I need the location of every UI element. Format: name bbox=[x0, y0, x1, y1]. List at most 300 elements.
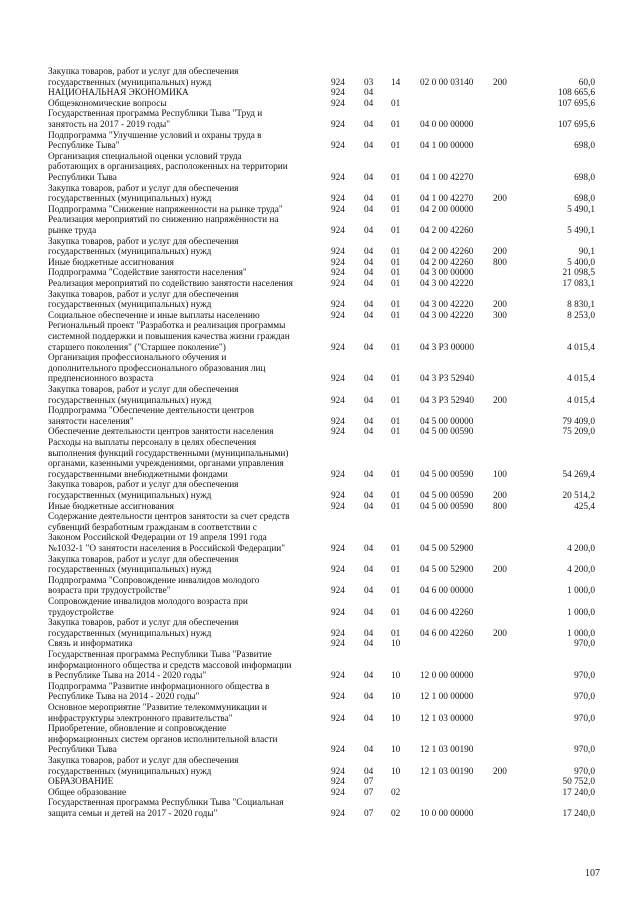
subsection-code: 01 bbox=[391, 310, 401, 321]
target-article-code: 04 1 00 42270 bbox=[420, 194, 474, 205]
amount: 1 000,0 bbox=[567, 607, 595, 618]
ministry-code: 924 bbox=[331, 88, 345, 99]
section-code: 04 bbox=[364, 374, 374, 385]
amount: 698,0 bbox=[574, 172, 595, 183]
table-row bbox=[0, 438, 640, 480]
target-article-code: 04 3 00 00000 bbox=[420, 268, 474, 279]
item-name-line: Закупка товаров, работ и услуг для обеспечения bbox=[48, 618, 239, 629]
amount: 8 253,0 bbox=[567, 310, 595, 321]
item-name bbox=[48, 99, 323, 110]
subsection-code: 01 bbox=[391, 543, 401, 554]
amount: 5 490,1 bbox=[567, 204, 595, 215]
item-name-line: Республике Тыва" bbox=[48, 141, 120, 152]
section-code: 04 bbox=[364, 395, 374, 406]
item-name-line: Подпрограмма "Снижение напряженности на рынке труда" bbox=[48, 204, 283, 215]
subsection-code: 10 bbox=[391, 766, 401, 777]
table-row bbox=[0, 427, 640, 438]
item-name bbox=[48, 184, 323, 205]
amount: 4 200,0 bbox=[567, 543, 595, 554]
section-code: 04 bbox=[364, 300, 374, 311]
item-name-line: органами, казенными учреждениями, органами управления bbox=[48, 459, 284, 470]
section-code: 04 bbox=[364, 628, 374, 639]
table-row bbox=[0, 406, 640, 427]
expense-type-code: 200 bbox=[493, 395, 507, 406]
item-name-line: выполнения функций государственными (муниципальными) bbox=[48, 448, 289, 459]
ministry-code: 924 bbox=[331, 172, 345, 183]
target-article-code: 04 3 P3 52940 bbox=[420, 395, 474, 406]
item-name-line: Приобретение, обновление и сопровождение bbox=[48, 724, 227, 735]
item-name-line: Республики Тыва bbox=[48, 745, 117, 756]
item-name-line: работающих в организациях, расположенных на территории bbox=[48, 162, 288, 173]
item-name bbox=[48, 67, 323, 88]
target-article-code: 12 1 00 00000 bbox=[420, 692, 474, 703]
ministry-code: 924 bbox=[331, 639, 345, 650]
section-code: 04 bbox=[364, 639, 374, 650]
item-name-line: занятость на 2017 - 2019 годы" bbox=[48, 119, 171, 130]
item-name-line: государственных (муниципальных) нужд bbox=[48, 247, 212, 258]
item-name-line: Сопровождение инвалидов молодого возраста при bbox=[48, 597, 248, 607]
item-name-line: информационных систем органов исполнительной власти bbox=[48, 734, 278, 745]
item-name-line: Подпрограмма "Развитие информационного общества в bbox=[48, 681, 270, 692]
subsection-code: 01 bbox=[391, 268, 401, 279]
item-name-line: Закупка товаров, работ и услуг для обеспечения bbox=[48, 385, 239, 395]
target-article-code: 04 2 00 42260 bbox=[420, 247, 474, 258]
table-row bbox=[0, 184, 640, 205]
table-row bbox=[0, 215, 640, 236]
expense-type-code: 200 bbox=[493, 77, 507, 88]
amount: 970,0 bbox=[574, 745, 595, 756]
table-row bbox=[0, 480, 640, 501]
table-row bbox=[0, 639, 640, 650]
item-name-line: Обеспечение деятельности центров занятости населения bbox=[48, 427, 274, 438]
amount: 970,0 bbox=[574, 692, 595, 703]
table-row bbox=[0, 67, 640, 88]
item-name bbox=[48, 502, 323, 513]
ministry-code: 924 bbox=[331, 342, 345, 353]
target-article-code: 04 2 00 42260 bbox=[420, 225, 474, 236]
ministry-code: 924 bbox=[331, 310, 345, 321]
ministry-code: 924 bbox=[331, 692, 345, 703]
expense-type-code: 200 bbox=[493, 247, 507, 258]
item-name bbox=[48, 427, 323, 438]
item-name bbox=[48, 480, 323, 501]
target-article-code: 04 2 00 42260 bbox=[420, 257, 474, 268]
subsection-code: 10 bbox=[391, 745, 401, 756]
subsection-code: 01 bbox=[391, 469, 401, 480]
table-row bbox=[0, 512, 640, 554]
item-name bbox=[48, 152, 323, 184]
table-row bbox=[0, 152, 640, 184]
item-name bbox=[48, 385, 323, 406]
target-article-code: 04 2 00 00000 bbox=[420, 204, 474, 215]
section-code: 04 bbox=[364, 416, 374, 427]
item-name-line: Закупка товаров, работ и услуг для обеспечения bbox=[48, 289, 239, 300]
item-name-line: Основное мероприятие "Развитие телекоммуникации и bbox=[48, 703, 267, 713]
table-row bbox=[0, 258, 640, 269]
section-code: 04 bbox=[364, 225, 374, 236]
section-code: 04 bbox=[364, 565, 374, 576]
table-row bbox=[0, 311, 640, 322]
ministry-code: 924 bbox=[331, 77, 345, 88]
section-code: 04 bbox=[364, 141, 374, 152]
target-article-code: 04 6 00 42260 bbox=[420, 628, 474, 639]
expense-type-code: 200 bbox=[493, 300, 507, 311]
section-code: 04 bbox=[364, 501, 374, 512]
target-article-code: 04 1 00 00000 bbox=[420, 141, 474, 152]
expense-type-code: 300 bbox=[493, 310, 507, 321]
table-row bbox=[0, 321, 640, 353]
item-name-line: информационного общества и средств массовой информации bbox=[48, 660, 292, 671]
table-row bbox=[0, 682, 640, 703]
item-name-line: государственных (муниципальных) нужд bbox=[48, 628, 212, 639]
item-name bbox=[48, 321, 323, 353]
table-row bbox=[0, 502, 640, 513]
table-row bbox=[0, 576, 640, 597]
ministry-code: 924 bbox=[331, 119, 345, 130]
section-code: 04 bbox=[364, 586, 374, 597]
section-code: 04 bbox=[364, 204, 374, 215]
subsection-code: 01 bbox=[391, 607, 401, 618]
subsection-code: 01 bbox=[391, 172, 401, 183]
item-name-line: государственных (муниципальных) нужд bbox=[48, 565, 212, 576]
item-name bbox=[48, 703, 323, 724]
subsection-code: 01 bbox=[391, 300, 401, 311]
section-code: 04 bbox=[364, 766, 374, 777]
item-name-line: Расходы на выплаты персоналу в целях обеспечения bbox=[48, 438, 257, 448]
section-code: 04 bbox=[364, 98, 374, 109]
subsection-code: 01 bbox=[391, 247, 401, 258]
amount: 1 000,0 bbox=[567, 628, 595, 639]
item-name bbox=[48, 311, 323, 322]
subsection-code: 01 bbox=[391, 225, 401, 236]
item-name-line: Иные бюджетные ассигнования bbox=[48, 257, 174, 268]
amount: 107 695,6 bbox=[557, 119, 595, 130]
section-code: 07 bbox=[364, 787, 374, 798]
item-name bbox=[48, 290, 323, 311]
item-name-line: рынке труда bbox=[48, 225, 97, 236]
table-row bbox=[0, 279, 640, 290]
item-name-line: системной поддержки и повышения качества жизни граждан bbox=[48, 331, 290, 342]
subsection-code: 10 bbox=[391, 692, 401, 703]
section-code: 04 bbox=[364, 342, 374, 353]
expense-type-code: 100 bbox=[493, 469, 507, 480]
item-name bbox=[48, 109, 323, 130]
item-name bbox=[48, 576, 323, 597]
table-row bbox=[0, 205, 640, 216]
target-article-code: 04 3 00 42220 bbox=[420, 300, 474, 311]
ministry-code: 924 bbox=[331, 490, 345, 501]
ministry-code: 924 bbox=[331, 225, 345, 236]
item-name-line: старшего поколения" ("Старшее поколение") bbox=[48, 342, 226, 353]
amount: 108 665,6 bbox=[557, 88, 595, 99]
section-code: 04 bbox=[364, 745, 374, 756]
item-name bbox=[48, 512, 323, 554]
item-name-line: инфраструктуры электронного правительства" bbox=[48, 713, 233, 724]
item-name-line: Подпрограмма "Улучшение условий и охраны труда в bbox=[48, 130, 262, 141]
item-name-line: государственными внебюджетными фондами bbox=[48, 469, 228, 480]
target-article-code: 04 5 00 00590 bbox=[420, 501, 474, 512]
target-article-code: 04 0 00 00000 bbox=[420, 119, 474, 130]
section-code: 04 bbox=[364, 671, 374, 682]
amount: 1 000,0 bbox=[567, 586, 595, 597]
table-row bbox=[0, 268, 640, 279]
subsection-code: 01 bbox=[391, 279, 401, 289]
item-name bbox=[48, 650, 323, 682]
section-code: 07 bbox=[364, 808, 374, 819]
item-name-line: Социальное обеспечение и иные выплаты населению bbox=[48, 310, 260, 321]
ministry-code: 924 bbox=[331, 565, 345, 576]
section-code: 04 bbox=[364, 607, 374, 618]
amount: 17 240,0 bbox=[562, 787, 595, 798]
subsection-code: 01 bbox=[391, 98, 401, 109]
subsection-code: 01 bbox=[391, 565, 401, 576]
expense-type-code: 200 bbox=[493, 490, 507, 501]
target-article-code: 10 0 00 00000 bbox=[420, 808, 474, 819]
table-row bbox=[0, 597, 640, 618]
table-row bbox=[0, 237, 640, 258]
ministry-code: 924 bbox=[331, 204, 345, 215]
item-name bbox=[48, 639, 323, 650]
target-article-code: 04 6 00 42260 bbox=[420, 607, 474, 618]
expense-type-code: 200 bbox=[493, 766, 507, 777]
ministry-code: 924 bbox=[331, 98, 345, 109]
amount: 20 514,2 bbox=[562, 490, 595, 501]
item-name bbox=[48, 88, 323, 99]
ministry-code: 924 bbox=[331, 141, 345, 152]
section-code: 04 bbox=[364, 469, 374, 480]
table-row bbox=[0, 777, 640, 788]
item-name bbox=[48, 724, 323, 756]
ministry-code: 924 bbox=[331, 257, 345, 268]
item-name-line: Связь и информатика bbox=[48, 639, 133, 650]
item-name bbox=[48, 237, 323, 258]
item-name bbox=[48, 756, 323, 777]
ministry-code: 924 bbox=[331, 395, 345, 406]
item-name-line: государственных (муниципальных) нужд bbox=[48, 766, 212, 777]
section-code: 04 bbox=[364, 279, 374, 289]
amount: 60,0 bbox=[578, 77, 595, 88]
expense-type-code: 200 bbox=[493, 565, 507, 576]
item-name-line: Закупка товаров, работ и услуг для обеспечения bbox=[48, 480, 239, 491]
ministry-code: 924 bbox=[331, 777, 345, 788]
table-row bbox=[0, 385, 640, 406]
target-article-code: 04 3 00 42220 bbox=[420, 279, 474, 289]
target-article-code: 04 5 00 00000 bbox=[420, 416, 474, 427]
item-name-line: Закупка товаров, работ и услуг для обеспечения bbox=[48, 554, 239, 565]
amount: 970,0 bbox=[574, 671, 595, 682]
table-row bbox=[0, 555, 640, 576]
ministry-code: 924 bbox=[331, 300, 345, 311]
subsection-code: 02 bbox=[391, 787, 401, 798]
amount: 17 240,0 bbox=[562, 808, 595, 819]
item-name bbox=[48, 268, 323, 279]
item-name-line: Законом Российской Федерации от 19 апреля 1991 года bbox=[48, 533, 267, 544]
amount: 5 400,0 bbox=[567, 257, 595, 268]
table-row bbox=[0, 756, 640, 777]
target-article-code: 12 1 03 00000 bbox=[420, 713, 474, 724]
amount: 4 015,4 bbox=[567, 374, 595, 385]
item-name-line: Организация профессионального обучения и bbox=[48, 353, 227, 364]
table-row bbox=[0, 618, 640, 639]
ministry-code: 924 bbox=[331, 279, 345, 289]
ministry-code: 924 bbox=[331, 787, 345, 798]
ministry-code: 924 bbox=[331, 416, 345, 427]
target-article-code: 04 3 P3 52940 bbox=[420, 374, 474, 385]
target-article-code: 04 5 00 00590 bbox=[420, 427, 474, 438]
target-article-code: 04 3 P3 00000 bbox=[420, 342, 474, 353]
subsection-code: 01 bbox=[391, 194, 401, 205]
amount: 5 490,1 bbox=[567, 225, 595, 236]
item-name-line: Государственная программа Республики Тыва "Социальная bbox=[48, 798, 284, 809]
item-name bbox=[48, 618, 323, 639]
subsection-code: 01 bbox=[391, 490, 401, 501]
item-name bbox=[48, 777, 323, 788]
item-name-line: Региональный проект "Разработка и реализация программы bbox=[48, 321, 286, 332]
target-article-code: 04 5 00 52900 bbox=[420, 543, 474, 554]
item-name-line: Закупка товаров, работ и услуг для обеспечения bbox=[48, 236, 239, 247]
amount: 21 098,5 bbox=[562, 268, 595, 279]
ministry-code: 924 bbox=[331, 607, 345, 618]
ministry-code: 924 bbox=[331, 194, 345, 205]
item-name-line: Закупка товаров, работ и услуг для обеспечения bbox=[48, 183, 239, 194]
table-row bbox=[0, 724, 640, 756]
table-row bbox=[0, 109, 640, 130]
target-article-code: 12 0 00 00000 bbox=[420, 671, 474, 682]
target-article-code: 04 6 00 00000 bbox=[420, 586, 474, 597]
table-row bbox=[0, 99, 640, 110]
section-code: 04 bbox=[364, 257, 374, 268]
subsection-code: 02 bbox=[391, 808, 401, 819]
subsection-code: 10 bbox=[391, 671, 401, 682]
target-article-code: 12 1 03 00190 bbox=[420, 745, 474, 756]
item-name-line: государственных (муниципальных) нужд bbox=[48, 77, 212, 88]
subsection-code: 01 bbox=[391, 501, 401, 512]
item-name bbox=[48, 215, 323, 236]
item-name bbox=[48, 682, 323, 703]
section-code: 04 bbox=[364, 490, 374, 501]
ministry-code: 924 bbox=[331, 671, 345, 682]
subsection-code: 01 bbox=[391, 374, 401, 385]
amount: 75 209,0 bbox=[562, 427, 595, 438]
target-article-code: 04 5 00 52900 bbox=[420, 565, 474, 576]
target-article-code: 04 1 00 42270 bbox=[420, 172, 474, 183]
amount: 970,0 bbox=[574, 639, 595, 650]
amount: 8 830,1 bbox=[567, 300, 595, 311]
ministry-code: 924 bbox=[331, 586, 345, 597]
section-code: 04 bbox=[364, 427, 374, 438]
amount: 970,0 bbox=[574, 766, 595, 777]
subsection-code: 01 bbox=[391, 257, 401, 268]
target-article-code: 04 5 00 00590 bbox=[420, 490, 474, 501]
amount: 90,1 bbox=[578, 247, 595, 258]
item-name-line: ОБРАЗОВАНИЕ bbox=[48, 777, 114, 788]
table-row bbox=[0, 131, 640, 152]
amount: 4 015,4 bbox=[567, 342, 595, 353]
item-name-line: Содержание деятельности центров занятости за счет средств bbox=[48, 512, 290, 523]
section-code: 04 bbox=[364, 172, 374, 183]
section-code: 04 bbox=[364, 692, 374, 703]
expense-type-code: 200 bbox=[493, 194, 507, 205]
item-name bbox=[48, 205, 323, 216]
table-row bbox=[0, 703, 640, 724]
subsection-code: 14 bbox=[391, 77, 401, 88]
amount: 107 695,6 bbox=[557, 98, 595, 109]
amount: 425,4 bbox=[574, 501, 595, 512]
subsection-code: 01 bbox=[391, 427, 401, 438]
target-article-code: 04 3 00 42220 bbox=[420, 310, 474, 321]
amount: 4 015,4 bbox=[567, 395, 595, 406]
amount: 17 083,1 bbox=[562, 279, 595, 289]
section-code: 07 bbox=[364, 777, 374, 788]
section-code: 04 bbox=[364, 119, 374, 130]
item-name bbox=[48, 279, 323, 290]
ministry-code: 924 bbox=[331, 713, 345, 724]
expense-type-code: 800 bbox=[493, 257, 507, 268]
item-name-line: Иные бюджетные ассигнования bbox=[48, 501, 174, 512]
section-code: 03 bbox=[364, 77, 374, 88]
item-name-line: Закупка товаров, работ и услуг для обеспечения bbox=[48, 756, 239, 766]
item-name-line: предпенсионного возраста bbox=[48, 374, 154, 385]
table-row bbox=[0, 353, 640, 385]
subsection-code: 01 bbox=[391, 342, 401, 353]
expense-type-code: 200 bbox=[493, 628, 507, 639]
ministry-code: 924 bbox=[331, 501, 345, 512]
item-name-line: Подпрограмма "Содействие занятости населения" bbox=[48, 268, 247, 279]
item-name-line: Закупка товаров, работ и услуг для обеспечения bbox=[48, 67, 239, 77]
ministry-code: 924 bbox=[331, 268, 345, 279]
item-name-line: Организация специальной оценки условий труда bbox=[48, 151, 242, 162]
subsection-code: 01 bbox=[391, 628, 401, 639]
item-name-line: государственных (муниципальных) нужд bbox=[48, 395, 212, 406]
ministry-code: 924 bbox=[331, 247, 345, 258]
subsection-code: 01 bbox=[391, 141, 401, 152]
item-name bbox=[48, 788, 323, 799]
table-row bbox=[0, 290, 640, 311]
page-number: 107 bbox=[585, 868, 600, 879]
table-row bbox=[0, 88, 640, 99]
amount: 54 269,4 bbox=[562, 469, 595, 480]
item-name-line: трудоустройстве bbox=[48, 607, 114, 618]
item-name-line: Общеэкономические вопросы bbox=[48, 98, 167, 109]
item-name bbox=[48, 353, 323, 385]
table-row bbox=[0, 798, 640, 819]
item-name bbox=[48, 555, 323, 576]
item-name-line: Государственная программа Республики Тыва "Труд и bbox=[48, 109, 263, 120]
item-name-line: Республике Тыва на 2014 - 2020 годы" bbox=[48, 692, 200, 703]
item-name-line: Республики Тыва bbox=[48, 172, 117, 183]
subsection-code: 10 bbox=[391, 713, 401, 724]
item-name-line: №1032-1 "О занятости населения в Российской Федерации" bbox=[48, 543, 286, 554]
item-name-line: НАЦИОНАЛЬНАЯ ЭКОНОМИКА bbox=[48, 88, 189, 99]
section-code: 04 bbox=[364, 310, 374, 321]
target-article-code: 04 5 00 00590 bbox=[420, 469, 474, 480]
item-name bbox=[48, 798, 323, 819]
amount: 698,0 bbox=[574, 194, 595, 205]
section-code: 04 bbox=[364, 194, 374, 205]
item-name bbox=[48, 597, 323, 618]
ministry-code: 924 bbox=[331, 628, 345, 639]
ministry-code: 924 bbox=[331, 543, 345, 554]
section-code: 04 bbox=[364, 713, 374, 724]
ministry-code: 924 bbox=[331, 427, 345, 438]
item-name-line: Реализация мероприятий по содействию занятости населения bbox=[48, 279, 293, 289]
item-name-line: государственных (муниципальных) нужд bbox=[48, 300, 212, 311]
item-name-line: Государственная программа Республики Тыва "Развитие bbox=[48, 650, 272, 660]
section-code: 04 bbox=[364, 247, 374, 258]
item-name-line: Подпрограмма "Обеспечение деятельности центров bbox=[48, 406, 254, 417]
item-name-line: государственных (муниципальных) нужд bbox=[48, 194, 212, 205]
item-name-line: Реализация мероприятий по снижению напряжённости на bbox=[48, 215, 279, 226]
